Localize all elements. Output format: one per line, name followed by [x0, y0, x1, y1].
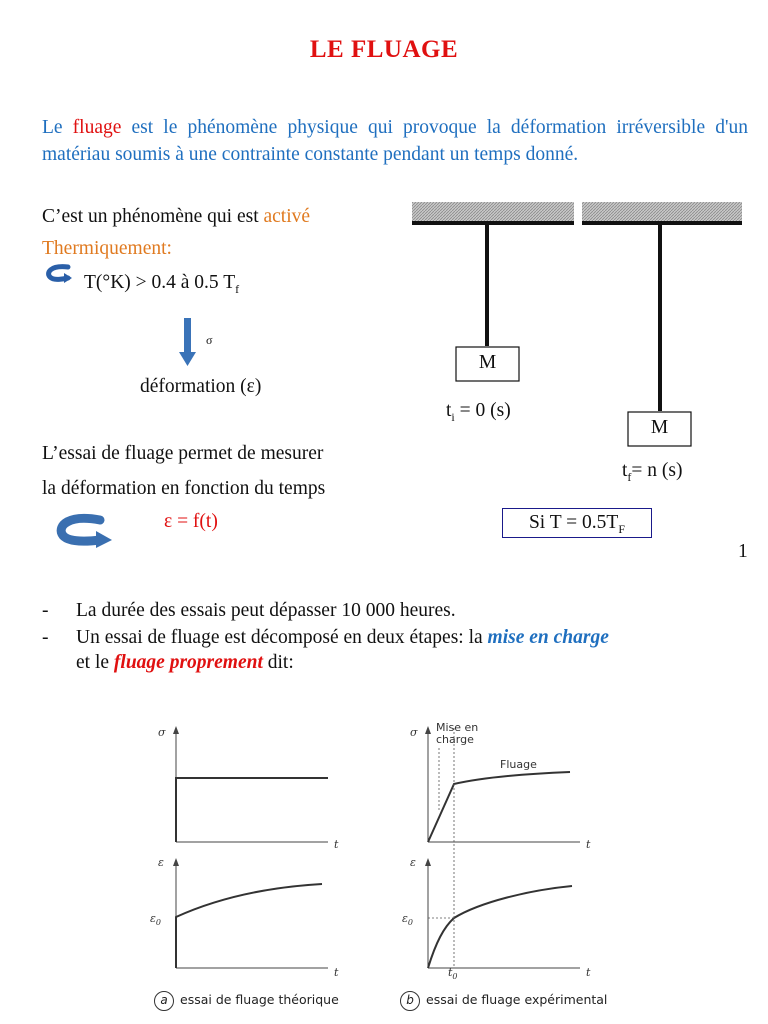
thermal-condition-text: T(°K) > 0.4 à 0.5 T [84, 272, 236, 293]
curve-a-epsilon [176, 884, 322, 968]
deformation-label: déformation (ε) [140, 376, 262, 397]
fig-b-eps0-label [402, 912, 413, 927]
intro-paragraph [42, 114, 748, 168]
ti-label: t [446, 400, 452, 421]
page-title: LE FLUAGE [309, 36, 459, 63]
caption-b-text: essai de fluage expérimental [426, 992, 608, 1007]
curve-a-sigma [176, 778, 328, 842]
formula: ε = f(t) [164, 511, 218, 532]
tf-value: = n (s) [631, 460, 683, 481]
thermal-condition [84, 272, 239, 297]
bullet-2-em-mise-en-charge: mise en charge [487, 627, 609, 648]
bullet-dash: - [42, 627, 49, 648]
wire-final [658, 225, 662, 411]
fig-b-t0-text: t [448, 966, 453, 979]
caption-b-letter: b [400, 991, 420, 1011]
test-line2: la déformation en fonction du temps [42, 478, 326, 499]
bullet-2-mid: et le [76, 652, 114, 673]
fig-a-eps0-text: ε [150, 912, 156, 925]
bullet-2-em-fluage: fluage proprement [113, 652, 263, 673]
support-left [412, 202, 574, 222]
support-right [582, 202, 742, 222]
bullet-2-end: dit: [262, 652, 294, 673]
fig-a-epsilon-label: ε [158, 856, 164, 869]
thermal-line1 [42, 206, 310, 228]
intro-part1: Le [42, 117, 73, 138]
creep-mass-diagram [410, 196, 750, 496]
wire-initial [485, 225, 489, 346]
sigma-label: σ [206, 333, 213, 347]
fig-b-eps0-sub: 0 [407, 918, 413, 928]
support-left-base [412, 221, 574, 225]
caption-a-letter: a [154, 991, 174, 1011]
curved-arrow-icon [54, 512, 114, 548]
fig-b-mise-en-charge-label [436, 722, 478, 746]
down-arrow-icon [176, 318, 200, 368]
ti-value: = 0 (s) [454, 400, 511, 421]
bullet-item [40, 625, 740, 675]
fig-a-eps0-sub: 0 [155, 918, 161, 928]
fig-a-eps0-label [150, 912, 161, 927]
bullet-list [40, 598, 740, 675]
thermal-activated: activé [263, 206, 311, 227]
creep-figure [140, 712, 630, 992]
time-initial [446, 400, 511, 425]
mise-en-charge-line2: charge [436, 733, 474, 746]
thermal-line2: Thermiquement: [42, 238, 172, 259]
mass-initial-label: M [478, 352, 497, 373]
fig-a-sigma-label: σ [158, 726, 166, 739]
curve-b-epsilon [428, 886, 572, 968]
caption-b [400, 991, 607, 1011]
fig-b-top-t-label: t [586, 838, 591, 851]
fig-b-sigma-label: σ [410, 726, 418, 739]
bullet-2-start: Un essai de fluage est décomposé en deux étapes: la [76, 627, 488, 648]
mass-final-label: M [650, 417, 669, 438]
condition-box-sub: F [618, 521, 626, 536]
fig-b-t0-label [448, 966, 458, 981]
tf-label: t [622, 460, 628, 481]
fig-a-top-t-label: t [334, 838, 339, 851]
fig-b-epsilon-label: ε [410, 856, 416, 869]
thermal-line1-text: C’est un phénomène qui est [42, 206, 264, 227]
ti-sub: i [451, 409, 455, 424]
caption-a-text: essai de fluage théorique [180, 992, 339, 1007]
caption-a [154, 991, 339, 1011]
time-final [622, 460, 683, 485]
tf-sub: f [627, 469, 632, 484]
curve-b-sigma [428, 772, 570, 842]
fig-b-t0-sub: 0 [452, 972, 458, 982]
bullet-dash: - [42, 600, 49, 621]
fig-b-eps0-text: ε [402, 912, 408, 925]
thermal-condition-sub: f [235, 281, 240, 296]
bullet-1-text: La durée des essais peut dépasser 10 000 heures. [76, 600, 456, 621]
fig-a-bottom-t-label: t [334, 966, 339, 979]
test-line1: L’essai de fluage permet de mesurer [42, 443, 324, 464]
fig-b-fluage-label: Fluage [500, 758, 537, 771]
intro-part2: est le phénomène physique qui provoque la déformation irréversible d'un matériau soumis à une contrainte constante pendant un temps donné. [42, 117, 748, 165]
fig-b-bottom-t-label: t [586, 966, 591, 979]
intro-highlight: fluage [72, 117, 122, 138]
support-right-base [582, 221, 742, 225]
mise-en-charge-line1: Mise en [436, 721, 479, 734]
condition-box-text: Si T = 0.5T [528, 512, 619, 533]
bullet-item [40, 598, 740, 623]
page-number: 1 [738, 541, 748, 562]
curved-arrow-icon [44, 263, 74, 285]
condition-box [502, 508, 652, 538]
